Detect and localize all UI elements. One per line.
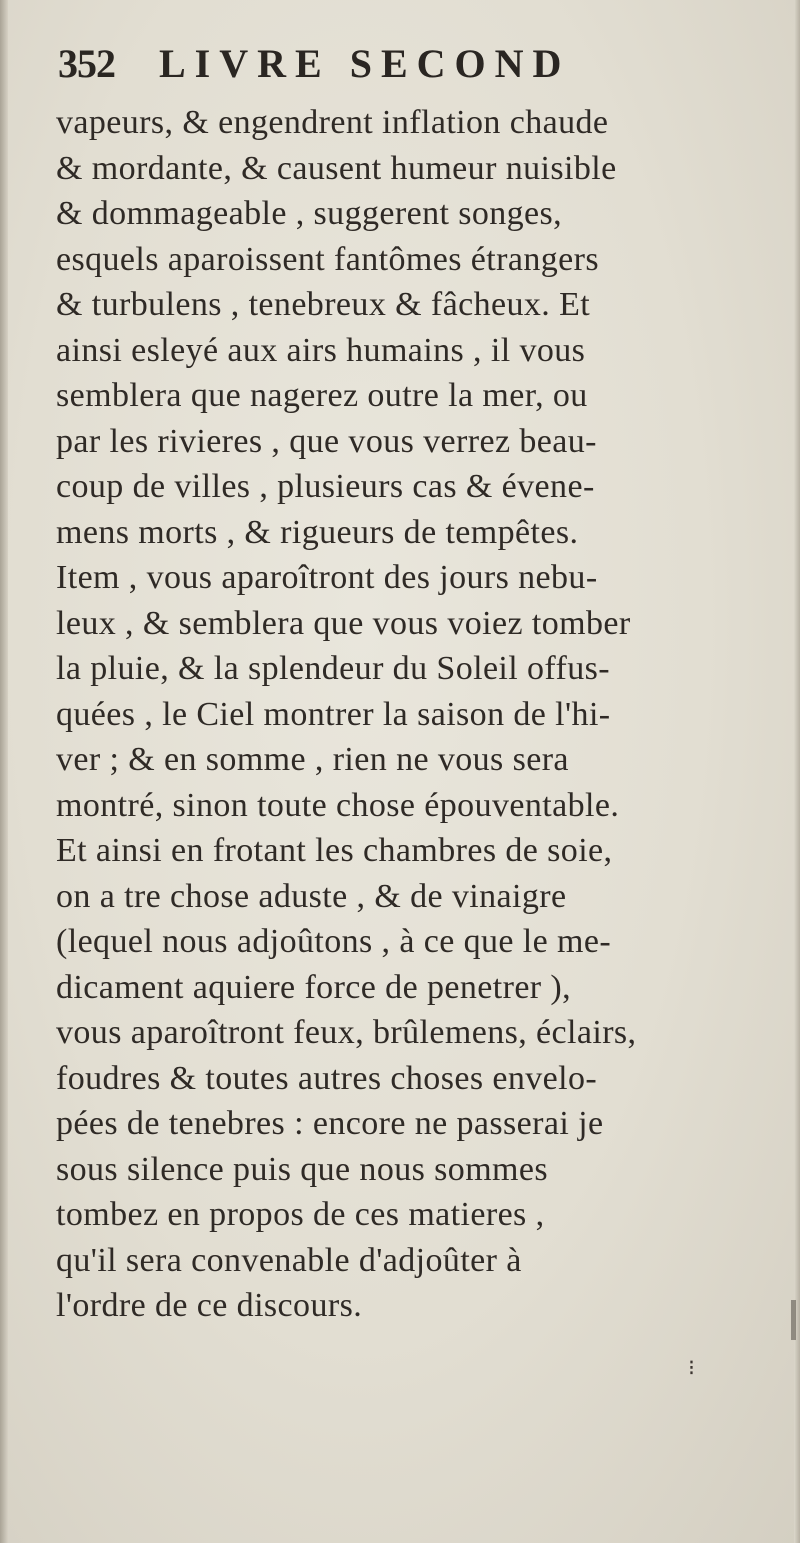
text-line: coup de villes , plusieurs cas & évene-: [56, 468, 595, 505]
text-line: l'ordre de ce discours.: [56, 1287, 363, 1324]
page-number: 352: [58, 41, 115, 86]
text-line: dicament aquiere force de penetrer ),: [56, 968, 572, 1006]
text-line: ainsi esleyé aux airs humains , il vous: [56, 331, 586, 369]
text-line: Et ainsi en frotant les chambres de soie,: [56, 832, 613, 869]
text-line: & mordante, & causent humeur nuisible: [56, 149, 617, 187]
paper-stain: [791, 1300, 796, 1340]
running-title: LIVRE SECOND: [159, 41, 571, 86]
text-line: ver ; & en somme , rien ne vous sera: [56, 741, 569, 778]
text-line: leux , & semblera que vous voiez tomber: [56, 604, 631, 642]
text-line: qu'il sera convenable d'adjoûter à: [56, 1241, 522, 1279]
text-line: Item , vous aparoîtront des jours nebu-: [56, 559, 598, 596]
text-line: vous aparoîtront feux, brûlemens, éclairs,: [56, 1014, 637, 1051]
text-line: tombez en propos de ces matieres ,: [56, 1196, 545, 1233]
text-line: foudres & toutes autres choses envelo-: [56, 1059, 598, 1097]
text-line: & turbulens , tenebreux & fâcheux. Et: [56, 286, 591, 323]
text-line: (lequel nous adjoûtons , à ce que le me-: [56, 923, 612, 960]
text-line: quées , le Ciel montrer la saison de l'hi-: [56, 695, 611, 733]
text-line: esquels aparoissent fantômes étrangers: [56, 240, 599, 278]
page-header: [58, 40, 570, 100]
text-line: la pluie, & la splendeur du Soleil offus-: [56, 650, 611, 687]
text-line: montré, sinon toute chose épouventable.: [56, 786, 620, 824]
body-text: [56, 100, 716, 1329]
page-gutter-shadow: [0, 0, 8, 1543]
text-line: pées de tenebres : encore ne passerai je: [56, 1105, 604, 1142]
text-line: & dommageable , suggerent songes,: [56, 195, 563, 232]
text-line: vapeurs, & engendrent inflation chaude: [56, 104, 609, 141]
ornament-mark: ⁝: [688, 1356, 695, 1381]
text-line: sous silence puis que nous sommes: [56, 1150, 549, 1188]
text-line: semblera que nagerez outre la mer, ou: [56, 377, 588, 414]
text-line: mens morts , & rigueurs de tempêtes.: [56, 513, 579, 551]
text-line: par les rivieres , que vous verrez beau-: [56, 422, 597, 460]
text-line: on a tre chose aduste , & de vinaigre: [56, 877, 567, 915]
